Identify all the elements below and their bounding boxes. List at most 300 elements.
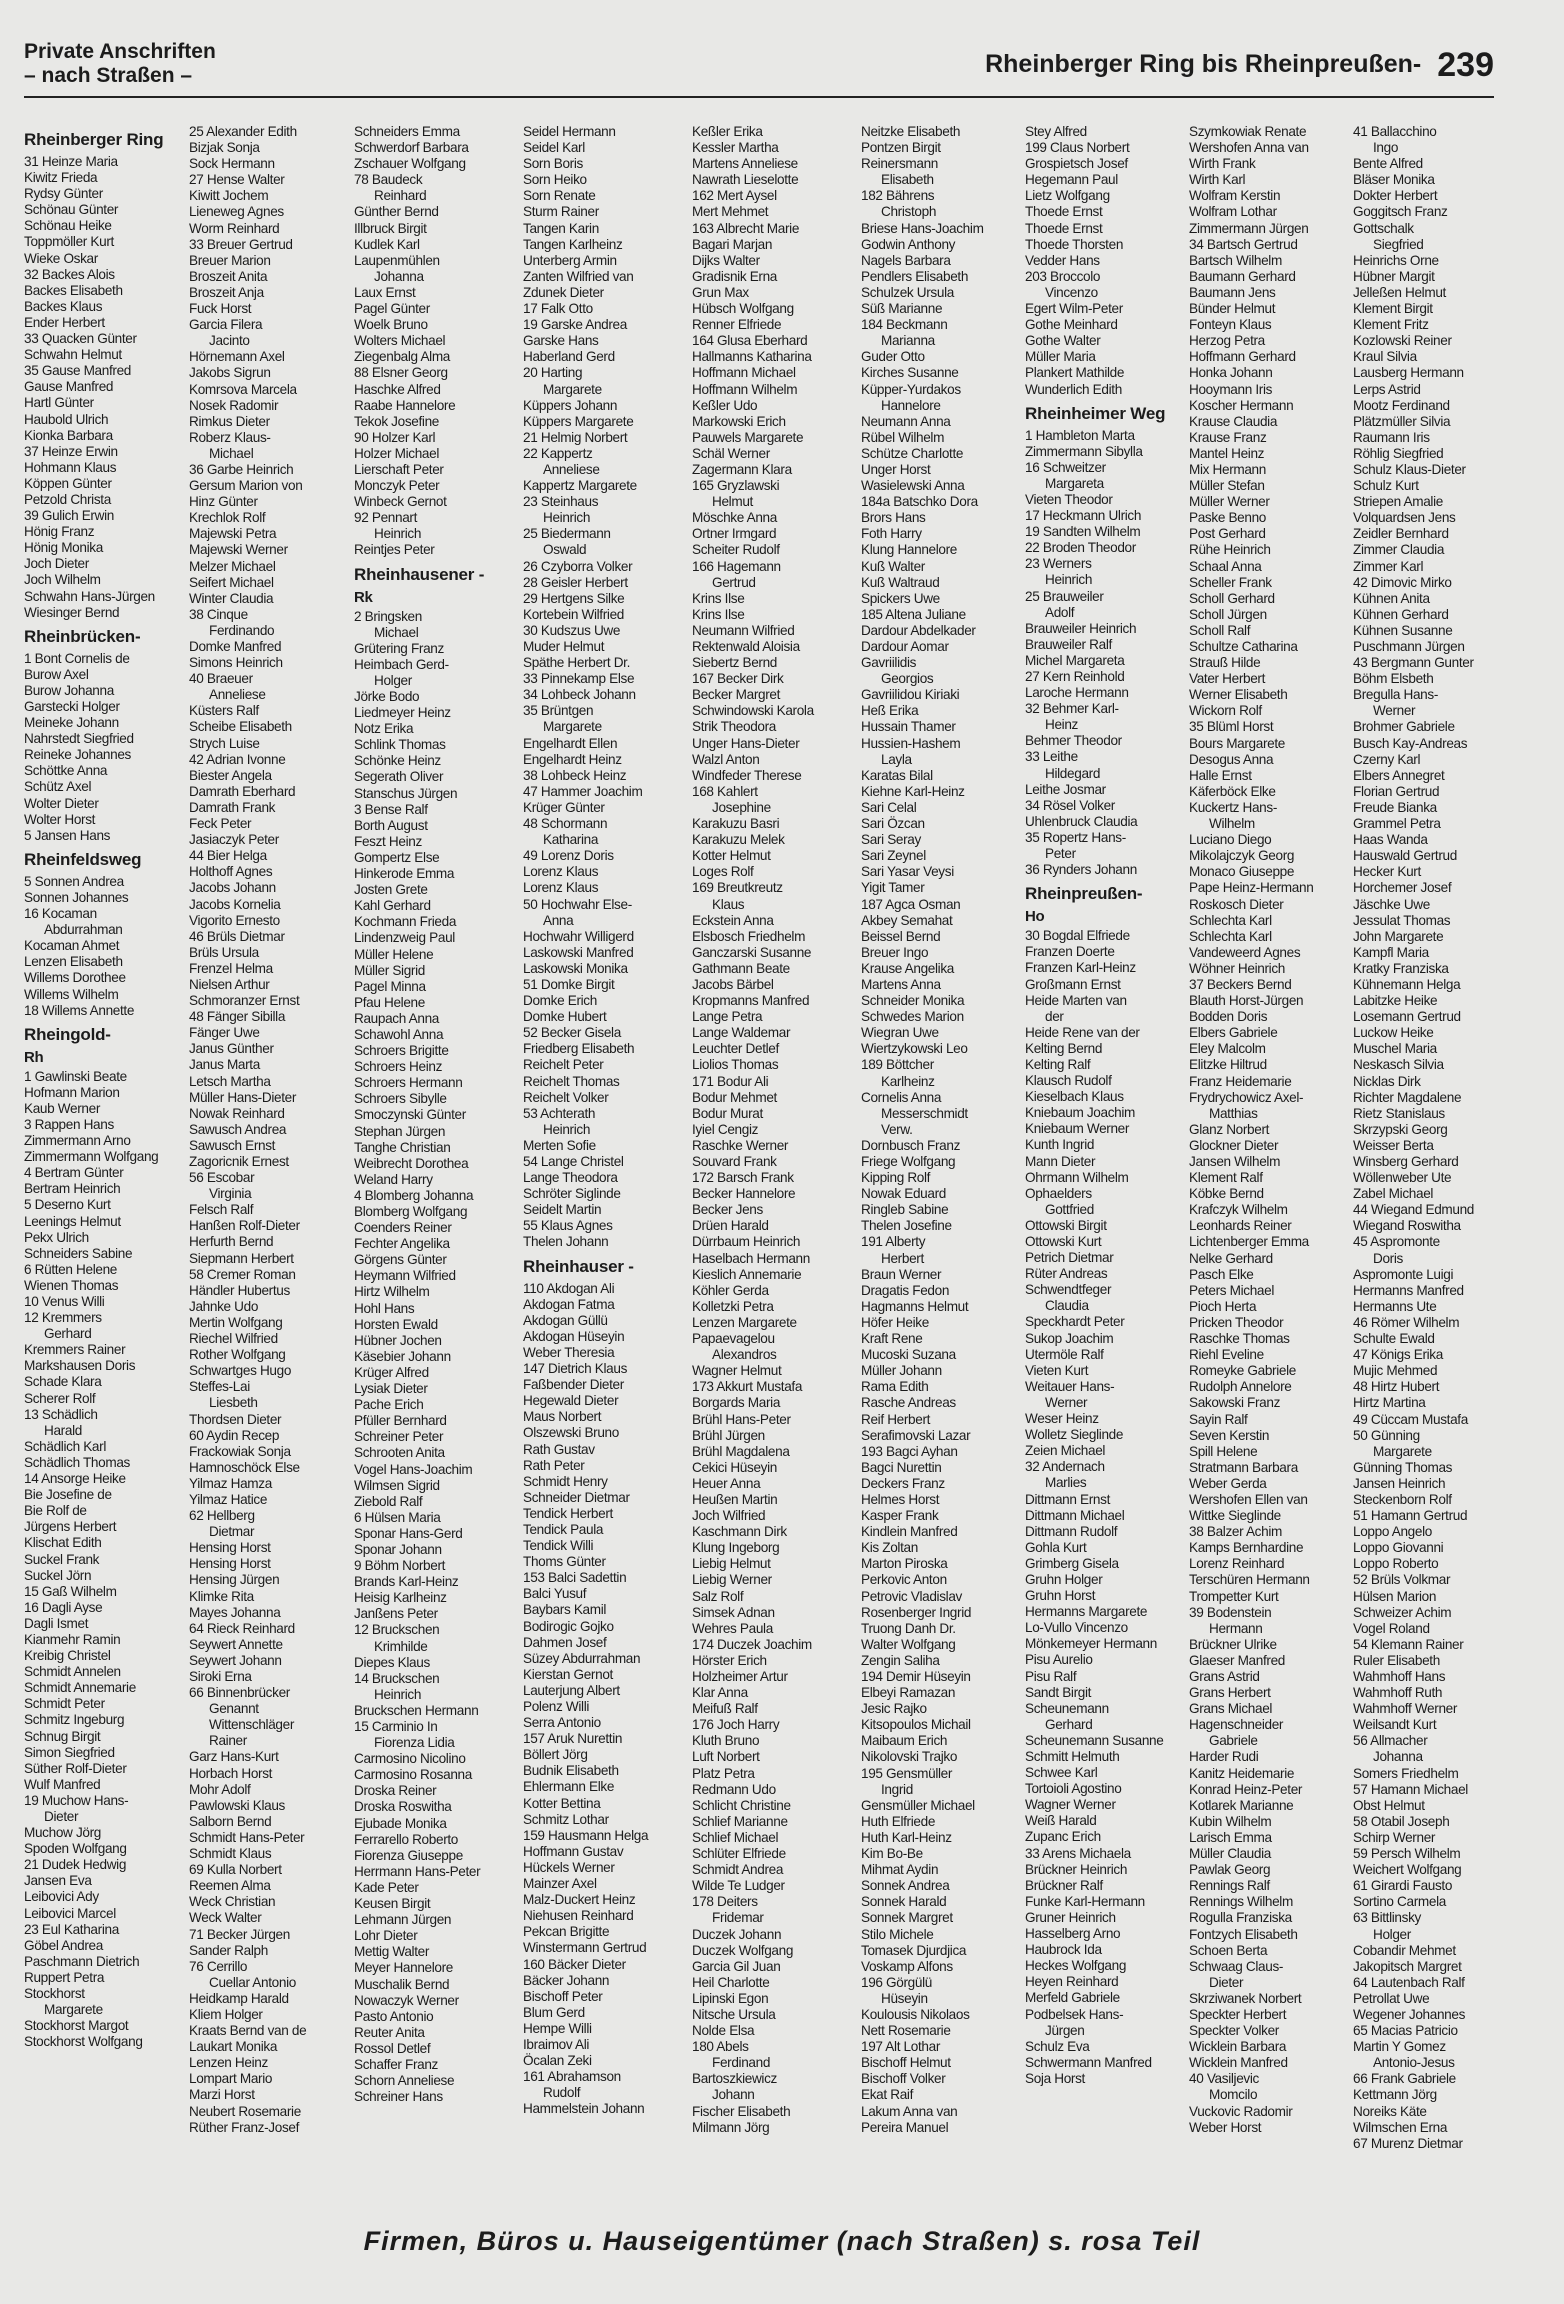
resident-entry: Lange Theodora (523, 1170, 618, 1186)
entry-continuation: Helmut (712, 494, 753, 510)
resident-entry: 184a Batschko Dora (861, 494, 978, 510)
resident-entry: Krüger Günter (523, 799, 605, 815)
resident-entry: Kis Zoltan (861, 1540, 918, 1556)
resident-entry: Jelleßen Helmut (1353, 284, 1446, 300)
resident-entry: 1 Hambleton Marta (1025, 427, 1135, 443)
entry-continuation: Cuellar Antonio (209, 1974, 296, 1990)
resident-entry: Tangen Karlheinz (523, 236, 623, 252)
resident-entry: 169 Breutkreutz (692, 880, 783, 896)
resident-entry: Brands Karl-Heinz (354, 1574, 459, 1590)
resident-entry: Kocaman Ahmet (24, 938, 120, 954)
resident-entry: Gathmann Beate (692, 960, 790, 976)
resident-entry: Neumann Anna (861, 413, 951, 429)
resident-entry: Hensing Horst (189, 1540, 271, 1556)
resident-entry: 58 Cremer Roman (189, 1266, 296, 1282)
resident-entry: Frackowiak Sonja (189, 1443, 291, 1459)
resident-entry: Klausch Rudolf (1025, 1073, 1112, 1089)
resident-entry: Meyer Hannelore (354, 1960, 454, 1976)
entry-continuation: Heinrich (1045, 572, 1093, 588)
resident-entry: Thordsen Dieter (189, 1411, 282, 1427)
resident-entry: Hauswald Gertrud (1353, 848, 1457, 864)
resident-entry: 48 Hirtz Hubert (1353, 1379, 1440, 1395)
resident-entry: Nelke Gerhard (1189, 1250, 1273, 1266)
resident-entry: Zagermann Klara (692, 461, 792, 477)
resident-entry: Günning Thomas (1353, 1459, 1453, 1475)
resident-entry: Michel Margareta (1025, 652, 1125, 668)
resident-entry: Vigorito Ernesto (189, 912, 280, 928)
resident-entry: Süß Marianne (861, 301, 943, 317)
resident-entry: 46 Brüls Dietmar (189, 928, 285, 944)
resident-entry: 161 Abrahamson (523, 2069, 621, 2085)
resident-entry: Schlechta Karl (1189, 912, 1272, 928)
resident-entry: Schmidt Peter (24, 1696, 105, 1712)
entry-continuation: Peter (1045, 846, 1076, 862)
entry-continuation: Hüseyin (881, 1990, 928, 2006)
resident-entry: Hallmanns Katharina (692, 349, 812, 365)
resident-entry: 17 Heckmann Ulrich (1025, 508, 1142, 524)
resident-entry: Willems Wilhelm (24, 986, 119, 1002)
resident-entry: Breuer Marion (189, 252, 271, 268)
resident-entry: Borgards Maria (692, 1395, 781, 1411)
resident-entry: Müller Maria (1025, 349, 1096, 365)
resident-entry: 43 Bergmann Gunter (1353, 655, 1474, 671)
resident-entry: Strauß Hilde (1189, 655, 1261, 671)
section-label-line2: – nach Straßen – (24, 64, 193, 87)
resident-entry: 40 Vasiljevic (1189, 2071, 1259, 2087)
resident-entry: Stockhorst (24, 1986, 85, 2002)
resident-entry: Joch Wilfried (692, 1508, 766, 1524)
resident-entry: Garcia Filera (189, 317, 263, 333)
resident-entry: Hanßen Rolf-Dieter (189, 1218, 300, 1234)
page-header (24, 36, 1494, 98)
resident-entry: Rath Gustav (523, 1441, 595, 1457)
resident-entry: 30 Kudszus Uwe (523, 622, 621, 638)
resident-entry: 49 Lorenz Doris (523, 848, 614, 864)
resident-entry: Leibovici Marcel (24, 1905, 116, 1921)
resident-entry: Dokter Herbert (1353, 188, 1438, 204)
resident-entry: Günther Bernd (354, 204, 439, 220)
resident-entry: Kunth Ingrid (1025, 1137, 1095, 1153)
resident-entry: Leuchter Detlef (692, 1041, 779, 1057)
resident-entry: Schaffer Franz (354, 2056, 439, 2072)
resident-entry: Pfau Helene (354, 994, 425, 1010)
resident-entry: 167 Becker Dirk (692, 671, 784, 687)
resident-entry: Polenz Willi (523, 1699, 590, 1714)
resident-entry: Tortoioli Agostino (1025, 1781, 1122, 1797)
resident-entry: Heinrichs Orne (1353, 252, 1439, 268)
section-label-line1: Private Anschriften (24, 40, 216, 63)
resident-entry: Freude Bianka (1353, 799, 1437, 815)
resident-entry: Kluth Bruno (692, 1733, 760, 1749)
entry-continuation: Doris (1373, 1250, 1403, 1266)
resident-entry: Krause Angelika (861, 960, 954, 976)
resident-entry: Kremmers Rainer (24, 1342, 126, 1358)
entry-continuation: Georgios (881, 671, 934, 687)
resident-entry: 45 Aspromonte (1353, 1234, 1440, 1250)
resident-entry: 50 Günning (1353, 1427, 1420, 1443)
resident-entry: Grans Astrid (1189, 1669, 1260, 1684)
resident-entry: 174 Duczek Joachim (692, 1636, 812, 1652)
resident-entry: Hermanns Ute (1353, 1298, 1437, 1314)
resident-entry: Heil Charlotte (692, 1974, 770, 1990)
resident-entry: Klung Ingeborg (692, 1540, 780, 1556)
resident-entry: Bischoff Volker (861, 2071, 946, 2087)
resident-entry: Pawlowski Klaus (189, 1797, 285, 1813)
entry-continuation: Gertrud (712, 574, 756, 590)
resident-entry: Heß Erika (861, 703, 919, 719)
resident-entry: Funke Karl-Hermann (1025, 1893, 1145, 1909)
resident-entry: 13 Schädlich (24, 1406, 98, 1422)
resident-entry: Carmosino Nicolino (354, 1751, 466, 1767)
resident-entry: Hooymann Iris (1189, 381, 1273, 397)
resident-entry: 23 Werners (1025, 556, 1092, 572)
resident-entry: Ophaelders (1025, 1185, 1092, 1201)
resident-entry: Bizjak Sonja (189, 140, 260, 156)
resident-entry: Schmidt Annelen (24, 1664, 121, 1680)
resident-entry: Meineke Johann (24, 715, 119, 731)
resident-entry: Schmoranzer Ernst (189, 993, 300, 1009)
resident-entry: Broszeit Anita (189, 268, 268, 284)
resident-entry: Ehlermann Elke (523, 1779, 615, 1795)
resident-entry: Cornelis Anna (861, 1089, 942, 1105)
resident-entry: 36 Rynders Johann (1025, 862, 1137, 878)
resident-entry: 66 Binnenbrücker (189, 1685, 290, 1701)
resident-entry: Rasche Andreas (861, 1395, 956, 1411)
entry-continuation: Michael (209, 445, 254, 461)
resident-entry: 35 Gause Manfred (24, 363, 131, 379)
resident-entry: Schroers Hermann (354, 1075, 463, 1091)
resident-entry: Strik Theodora (692, 719, 777, 735)
resident-entry: Losemann Gertrud (1353, 1009, 1461, 1025)
resident-entry: Huth Karl-Heinz (861, 1829, 952, 1845)
resident-entry: Duczek Johann (692, 1926, 782, 1942)
resident-entry: Lichtenberger Emma (1189, 1234, 1309, 1250)
resident-entry: Rydsy Günter (24, 186, 103, 202)
resident-entry: 34 Rösel Volker (1025, 797, 1115, 813)
resident-entry: 62 Hellberg (189, 1508, 255, 1524)
resident-entry: Kühnen Anita (1353, 590, 1430, 606)
resident-entry: Schwahn Hans-Jürgen (24, 588, 155, 604)
resident-entry: Somers Friedhelm (1353, 1765, 1459, 1781)
resident-entry: Souvard Frank (692, 1154, 777, 1169)
resident-entry: Schmitt Helmuth (1025, 1749, 1120, 1764)
resident-entry: Roskosch Dieter (1189, 896, 1284, 912)
resident-entry: Krins Ilse (692, 590, 745, 606)
resident-entry: 19 Muchow Hans- (24, 1792, 129, 1808)
resident-entry: Kasper Frank (861, 1508, 939, 1524)
resident-entry: Schroers Sibylle (354, 1091, 447, 1107)
resident-entry: Petrollat Uwe (1353, 1990, 1430, 2006)
resident-entry: Schneiders Sabine (24, 1245, 133, 1261)
resident-entry: Neubert Rosemarie (189, 2103, 301, 2119)
resident-entry: 54 Klemann Rainer (1353, 1636, 1464, 1652)
resident-entry: Jesic Rajko (861, 1701, 927, 1717)
resident-entry: Schmitz Lothar (523, 1811, 609, 1827)
resident-entry: Hermanns Margarete (1025, 1604, 1148, 1620)
entry-continuation: Reinhard (374, 188, 427, 204)
resident-entry: Weichert Wolfgang (1353, 1862, 1462, 1878)
resident-entry: Ibraimov Ali (523, 2036, 590, 2052)
resident-entry: Weber Theresia (523, 1344, 615, 1360)
resident-entry: Tendick Herbert (523, 1505, 613, 1521)
resident-entry: 61 Girardi Fausto (1353, 1878, 1453, 1894)
resident-entry: Gause Manfred (24, 379, 114, 395)
resident-entry: Bäcker Johann (523, 1972, 610, 1988)
resident-entry: Hirtz Martina (1353, 1395, 1426, 1411)
resident-entry: Iyiel Cengiz (692, 1121, 759, 1137)
resident-entry: 76 Cerrillo (189, 1958, 248, 1974)
entry-continuation: Rudolf (543, 2085, 581, 2101)
resident-entry: Leibovici Ady (24, 1889, 99, 1905)
resident-entry: Ruler Elisabeth (1353, 1652, 1440, 1668)
resident-entry: Lieneweg Agnes (189, 204, 284, 220)
resident-entry: Reintjes Peter (354, 542, 435, 558)
resident-entry: Bischoff Peter (523, 1988, 603, 2004)
resident-entry: Laroche Hermann (1025, 685, 1129, 701)
resident-entry: Trompetter Kurt (1189, 1588, 1279, 1604)
entry-continuation: Wittenschläger (209, 1717, 295, 1733)
resident-entry: Maus Norbert (523, 1409, 602, 1425)
entry-continuation: Rainer (209, 1733, 247, 1749)
header-rule (24, 96, 1494, 98)
resident-entry: Klar Anna (692, 1685, 748, 1701)
resident-entry: Pereira Manuel (861, 2119, 949, 2135)
resident-entry: Glaeser Manfred (1189, 1652, 1285, 1668)
resident-entry: Schorn Anneliese (354, 2073, 455, 2089)
resident-entry: Röhlig Siegfried (1353, 445, 1444, 461)
resident-entry: Wiesinger Bernd (24, 604, 120, 620)
resident-entry: Dornbusch Franz (861, 1137, 961, 1153)
resident-entry: 90 Holzer Karl (354, 429, 436, 445)
resident-entry: 2 Bringsken (354, 608, 422, 624)
resident-entry: Heisig Karlheinz (354, 1590, 447, 1606)
resident-entry: Holthoff Agnes (189, 864, 273, 880)
resident-entry: 42 Dimovic Mirko (1353, 574, 1452, 590)
resident-entry: Hensing Jürgen (189, 1572, 280, 1588)
resident-entry: Mohr Adolf (189, 1781, 251, 1797)
resident-entry: Mayes Johanna (189, 1604, 281, 1620)
resident-entry: Brüls Ursula (189, 944, 259, 960)
resident-entry: 3 Rappen Hans (24, 1116, 114, 1132)
resident-entry: 48 Schormann (523, 816, 608, 832)
resident-entry: Elsbosch Friedhelm (692, 928, 806, 944)
resident-entry: Fonteyn Klaus (1189, 317, 1272, 333)
directory-column (1353, 124, 1494, 2194)
resident-entry: Kortebein Wilfried (523, 606, 624, 622)
resident-entry: Hohmann Klaus (24, 459, 117, 475)
resident-entry: Ortner Irmgard (692, 526, 777, 542)
resident-entry: Hörnemann Axel (189, 349, 285, 365)
resident-entry: Woelk Bruno (354, 317, 428, 333)
resident-entry: Volquardsen Jens (1353, 510, 1456, 526)
resident-entry: Wolters Michael (354, 333, 446, 349)
resident-entry: Kim Bo-Be (861, 1846, 923, 1862)
resident-entry: Soja Horst (1025, 2070, 1085, 2086)
resident-entry: 41 Ballacchino (1353, 124, 1437, 139)
resident-entry: Schönau Heike (24, 218, 112, 234)
resident-entry: Köhler Gerda (692, 1282, 769, 1298)
resident-entry: Bartoszkiewicz (692, 2071, 777, 2087)
resident-entry: Rama Edith (861, 1379, 929, 1395)
resident-entry: Dagli Ismet (24, 1615, 89, 1631)
resident-entry: Balci Yusuf (523, 1586, 587, 1602)
resident-entry: Podbelsek Hans- (1025, 2006, 1124, 2022)
resident-entry: Biester Angela (189, 767, 272, 783)
resident-entry: Laux Ernst (354, 284, 416, 300)
resident-entry: Schlicht Christine (692, 1797, 791, 1813)
resident-entry: Bruckschen Hermann (354, 1702, 479, 1718)
resident-entry: Muder Helmut (523, 639, 605, 654)
resident-entry: Schöttke Anna (24, 763, 108, 779)
resident-entry: Schönau Günter (24, 202, 119, 218)
resident-entry: Scheunemann Susanne (1025, 1732, 1164, 1748)
street-heading: Rheinpreußen- (1025, 884, 1143, 904)
resident-entry: Schlink Thomas (354, 737, 446, 753)
resident-entry: Kahl Gerhard (354, 898, 431, 914)
resident-entry: Jacobs Johann (189, 880, 276, 896)
resident-entry: 35 Brüntgen (523, 703, 594, 719)
resident-entry: 15 Carminio In (354, 1719, 438, 1734)
resident-entry: 19 Garske Andrea (523, 317, 627, 333)
resident-entry: Schade Klara (24, 1374, 102, 1390)
resident-entry: Sortino Carmela (1353, 1894, 1446, 1910)
resident-entry: Zimmer Karl (1353, 558, 1424, 574)
resident-entry: Schlief Michael (692, 1829, 779, 1845)
resident-entry: Kühnemann Helga (1353, 976, 1461, 992)
resident-entry: Krüger Alfred (354, 1364, 429, 1380)
resident-entry: Skrzypski Georg (1353, 1121, 1448, 1137)
resident-entry: Zengin Saliha (861, 1652, 940, 1668)
resident-entry: Rother Wolfgang (189, 1347, 286, 1363)
resident-entry: 66 Frank Gabriele (1353, 2071, 1456, 2087)
resident-entry: Vedder Hans (1025, 252, 1100, 268)
resident-entry: Martin Y Gomez (1353, 2039, 1446, 2055)
street-heading: Rheinberger Ring (24, 130, 164, 149)
resident-entry: Steckenborn Rolf (1353, 1491, 1452, 1507)
resident-entry: Jahnke Udo (189, 1298, 259, 1314)
resident-entry: Schroers Brigitte (354, 1043, 449, 1059)
resident-entry: Ekat Raif (861, 2087, 914, 2103)
resident-entry: Stratmann Barbara (1189, 1459, 1298, 1475)
entry-continuation: Hildegard (1045, 765, 1101, 781)
resident-entry: Wolletz Sieglinde (1025, 1427, 1124, 1443)
resident-entry: Cobandir Mehmet (1353, 1942, 1456, 1958)
resident-entry: Eley Malcolm (1189, 1041, 1266, 1057)
resident-entry: Spoden Wolfgang (24, 1841, 127, 1857)
resident-entry: 22 Broden Theodor (1025, 540, 1136, 556)
resident-entry: 164 Glusa Eberhard (692, 333, 808, 349)
resident-entry: Burow Axel (24, 666, 89, 682)
resident-entry: Worm Reinhard (189, 220, 280, 236)
entry-continuation: Gerhard (44, 1326, 92, 1342)
resident-entry: Fänger Uwe (189, 1025, 260, 1041)
resident-entry: Foth Harry (861, 526, 922, 542)
resident-entry: Kade Peter (354, 1879, 419, 1895)
resident-entry: Walter Wolfgang (861, 1636, 956, 1652)
directory-column (861, 124, 1019, 2194)
resident-entry: Pekx Ulrich (24, 1229, 89, 1245)
resident-entry: Pauwels Margarete (692, 429, 804, 445)
entry-continuation: Alexandros (712, 1347, 777, 1363)
resident-entry: 46 Römer Wilhelm (1353, 1314, 1460, 1330)
resident-entry: Göbel Andrea (24, 1937, 103, 1953)
resident-entry: Reemen Alma (189, 1878, 271, 1894)
resident-entry: 23 Eul Katharina (24, 1921, 119, 1937)
resident-entry: Lakum Anna van (861, 2103, 958, 2119)
resident-entry: Lo-Vullo Vincenzo (1025, 1620, 1128, 1636)
resident-entry: Willems Dorothee (24, 970, 126, 986)
resident-entry: 196 Görgülü (861, 1974, 932, 1990)
resident-entry: Lange Waldemar (692, 1025, 791, 1041)
resident-entry: Rüter Andreas (1025, 1266, 1108, 1282)
resident-entry: Schlief Marianne (692, 1813, 788, 1829)
resident-entry: Garske Hans (523, 333, 599, 349)
resident-entry: Seidel Karl (523, 140, 585, 156)
resident-entry: 12 Kremmers (24, 1310, 102, 1326)
resident-entry: 51 Domke Birgit (523, 976, 615, 992)
resident-entry: Zeidler Bernhard (1353, 526, 1449, 542)
entry-continuation: Hannelore (881, 397, 941, 413)
resident-entry: Winter Claudia (189, 590, 274, 606)
resident-entry: Zabel Michael (1353, 1186, 1434, 1202)
resident-entry: Merten Sofie (523, 1137, 596, 1153)
resident-entry: Kliem Holger (189, 2006, 263, 2022)
resident-entry: 38 Cinque (189, 606, 248, 622)
resident-entry: Heckes Wolfgang (1025, 1958, 1127, 1974)
resident-entry: Budnik Elisabeth (523, 1763, 619, 1779)
resident-entry: Peters Michael (1189, 1282, 1275, 1298)
resident-entry: Ringleb Sabine (861, 1202, 949, 1218)
resident-entry: Petrich Dietmar (1025, 1250, 1114, 1266)
resident-entry: Grütering Franz (354, 640, 444, 656)
resident-entry: Dittmann Ernst (1025, 1491, 1110, 1507)
resident-entry: Mujic Mehmed (1353, 1363, 1438, 1379)
entry-continuation: Gerhard (1045, 1716, 1093, 1732)
resident-entry: 159 Hausmann Helga (523, 1827, 649, 1843)
resident-entry: Damrath Eberhard (189, 783, 296, 799)
resident-entry: 1 Bont Cornelis de (24, 650, 130, 666)
resident-entry: Dijks Walter (692, 252, 760, 268)
resident-entry: Müller Sigrid (354, 962, 425, 978)
resident-entry: Kozlowski Reiner (1353, 333, 1452, 349)
resident-entry: Scheiter Rudolf (692, 542, 780, 558)
entry-continuation: Holger (374, 672, 412, 688)
resident-entry: Schwendtfeger (1025, 1282, 1112, 1298)
resident-entry: Wöhner Heinrich (1189, 960, 1285, 976)
resident-entry: Holzheimer Artur (692, 1669, 788, 1684)
resident-entry: Schmidt Annemarie (24, 1680, 136, 1696)
resident-entry: Karakuzu Basri (692, 816, 780, 832)
resident-entry: Laukart Monika (189, 2039, 278, 2055)
resident-entry: Speckhardt Peter (1025, 1314, 1125, 1330)
resident-entry: Winstermann Gertrud (523, 1940, 647, 1956)
resident-entry: Hinz Günter (189, 494, 258, 510)
resident-entry: Lorenz Reinhard (1189, 1556, 1285, 1572)
resident-entry: Horbach Horst (189, 1765, 273, 1781)
resident-entry: Damrath Frank (189, 799, 276, 815)
resident-entry: Kionka Barbara (24, 427, 113, 443)
resident-entry: Dahmen Josef (523, 1634, 607, 1650)
resident-entry: Reinersmann (861, 156, 938, 172)
resident-entry: 6 Hülsen Maria (354, 1509, 441, 1525)
resident-entry: Sander Ralph (189, 1942, 268, 1958)
resident-entry: Schmidt Hans-Peter (189, 1829, 305, 1845)
resident-entry: Rath Peter (523, 1457, 585, 1473)
resident-entry: Reichelt Thomas (523, 1073, 620, 1089)
resident-entry: Becker Margret (692, 687, 781, 703)
resident-entry: Aspromonte Luigi (1353, 1266, 1454, 1282)
resident-entry: Marton Piroska (861, 1556, 948, 1572)
